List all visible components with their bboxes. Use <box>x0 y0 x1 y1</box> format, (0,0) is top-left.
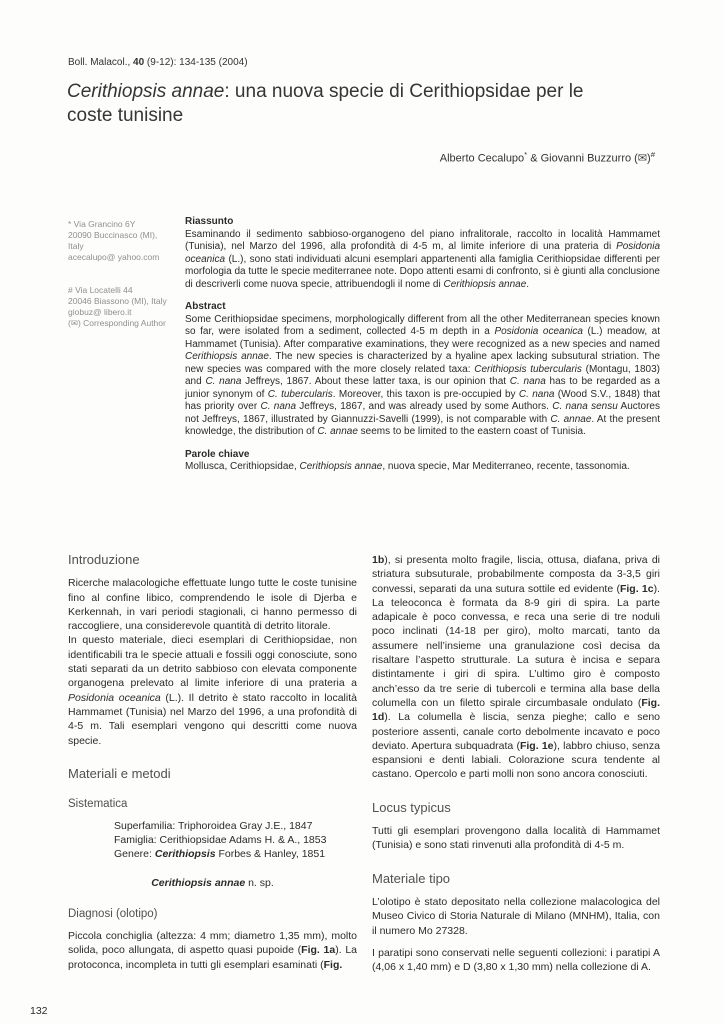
taxonomy-line-superfamily: Superfamilia: Triphoroidea Gray J.E., 1847 <box>114 820 313 833</box>
affiliation-line: 20046 Biassono (MI), Italy <box>68 296 167 306</box>
locus-typicus-heading: Locus typicus <box>372 799 451 815</box>
keywords-block <box>185 449 660 474</box>
taxonomy-line-genus: Genere: Cerithiopsis Forbes & Hanley, 1851 <box>114 848 326 861</box>
sistematica-heading: Sistematica <box>68 798 128 811</box>
journal-citation: Boll. Malacol., 40 (9-12): 134-135 (2004) <box>68 57 248 68</box>
species-designation: Cerithiopsis annae n. sp. <box>151 877 274 890</box>
abstract-zone <box>68 216 660 474</box>
introduction-paragraph-1: Ricerche malacologiche effettuate lungo tutte le coste tunisine fino al confine libico, comprendendo le isole di Djerba e Kerkennah, in vari periodi stagionali, ci hanno permesso di raccogliere, una considerevole quantità di detrito litorale. <box>68 577 357 633</box>
riassunto-heading: Riassunto <box>185 216 234 227</box>
affiliation-line: (✉) Corresponding Author <box>68 318 166 328</box>
article-title: Cerithiopsis annae: una nuova specie di Cerithiopsidae per le coste tunisine <box>67 81 584 126</box>
keywords-text: Mollusca, Cerithiopsidae, Cerithiopsis annae, nuova specie, Mar Mediterraneo, recente, tassonomia. <box>185 461 630 472</box>
diagnosis-heading: Diagnosi (olotipo) <box>68 907 158 920</box>
affiliation-line: giobuz@ libero.it <box>68 307 132 317</box>
affiliation-note-1 <box>68 219 178 263</box>
taxonomy-line-family: Famiglia: Cerithiopsidae Adams H. & A., 1853 <box>114 834 327 847</box>
affiliation-line: # Via Locatelli 44 <box>68 285 133 295</box>
abstracts <box>185 216 660 474</box>
abstract-heading: Abstract <box>185 301 226 312</box>
materiale-tipo-heading: Materiale tipo <box>372 870 451 886</box>
affiliation-line: 20090 Buccinasco (MI), <box>68 230 158 240</box>
introduction-heading: Introduzione <box>68 552 140 567</box>
introduction-paragraph-2: In questo materiale, dieci esemplari di Cerithiopsidae, non identificabili tra le specie attuali e fossili oggi conosciute, sono stati separati da un detrito sabbioso con elevata componente organogena prelevato al limite inferiore di una prateria a Posidonia oceanica (L.). Il detrito è stato raccolto in località Hammamet (Tunisia) nel Marzo del 1996, a una profondità di 4-5 m. Tali esemplari vengono qui descritti come nuova specie. <box>68 634 357 747</box>
methods-heading: Materiali e metodi <box>68 765 171 781</box>
author-affiliations <box>68 219 178 329</box>
authors-line: Alberto Cecalupo* & Giovanni Buzzurro (✉)# <box>439 150 655 165</box>
taxonomy-block <box>114 819 357 861</box>
page-number: 132 <box>30 1005 48 1017</box>
keywords-heading: Parole chiave <box>185 448 250 460</box>
left-column <box>68 553 357 972</box>
materiale-tipo-paragraph-1: L’olotipo è stato depositato nella collezione malacologica del Museo Civico di Storia Naturale di Milano (MNHM), Italia, con il numero Mo 27328. <box>372 895 660 937</box>
description-continuation: 1b), si presenta molto fragile, liscia, ottusa, diafana, priva di striatura subsuturale, probabilmente composta da 3-3,5 giri convessi, separati da una sutura sottile ed evidente (Fig. 1c). La teleoconca è formata da 8-9 giri di spira. La parte adapicale è poco convessa, e reca una serie di tre noduli poco inclinati (14-18 per giro), molto marcati, tanto da assumere nell’insieme una granulazione così decisa da risaltare l’aspetto strutturale. La sutura è incisa e separa distintamente i giri di spira. L’ultimo giro è composto anch’esso da tre serie di tubercoli e termina alla base della columella con un filetto spirale circumbasale ondulato (Fig. 1d). La columella è liscia, senza pieghe; callo e seno posteriore assenti, canale corto debolmente incavato e poco deviato. Apertura subquadrata (Fig. 1e), labbro chiuso, senza espansioni e denti labiali. Colorazione scura tendente al castano. Opercolo e parti molli non sono ancora conosciuti. <box>372 554 660 781</box>
riassunto-block <box>185 216 660 291</box>
affiliation-line: Italy <box>68 241 84 251</box>
affiliation-line: acecalupo@ yahoo.com <box>68 252 160 262</box>
riassunto-text: Esaminando il sedimento sabbioso-organogeno del piano infralitorale, raccolto in località Hammamet (Tunisia), nel Marzo del 1996, alla profondità di 4-5 m, al limite inferiore di una prateria di Posidonia oceanica (L.), sono stati individuati alcuni esemplari appartenenti alla famiglia Cerithiopsidae differenti per morfologia da tutte le specie mediterranee note. Dopo attenti esami di confronto, si è giunti alla conclusione di descriverli come nuova specie, attribuendogli il nome di Cerithiopsis annae. <box>185 228 660 290</box>
materiale-tipo-paragraph-2: I paratipi sono conservati nelle seguenti collezioni: i paratipi A (4,06 x 1,40 mm) e D (3,80 x 1,30 mm) nella collezione di A. <box>372 946 660 974</box>
affiliation-note-2 <box>68 285 178 329</box>
abstract-text: Some Cerithiopsidae specimens, morphologically different from all the other Mediterranean species known so far, were isolated from a sediment, collected 4-5 m depth in a Posidonia oceanica (L.) meadow, at Hammamet (Tunisia). After comparative examinations, they were recognized as a new species and named Cerithiopsis annae. The new species is characterized by a hyaline apex lacking subsutural striation. The new species was compared with the more closely related taxa: Cerithiopsis tubercularis (Montagu, 1803) and C. nana Jeffreys, 1867. About these latter taxa, is our opinion that C. nana has to be regarded as a junior synonym of C. tubercularis. Moreover, this taxon is pre-occupied by C. nana (Wood S.V., 1848) that has priority over C. nana Jeffreys, 1867, and was already used by some Authors. C. nana sensu Auctores not Jeffreys, 1867, illustrated by Giannuzzi-Savelli (1999), is not comparable with C. annae. At the present knowledge, the distribution of C. annae seems to be limited to the eastern coast of Tunisia. <box>185 313 661 437</box>
affiliation-line: * Via Grancino 6Y <box>68 219 136 229</box>
locus-typicus-text: Tutti gli esemplari provengono dalla località di Hammamet (Tunisia) e sono stati rinvenuti alla profondità di 4-5 m. <box>372 825 660 852</box>
body-columns <box>68 553 660 1024</box>
diagnosis-paragraph: Piccola conchiglia (altezza: 4 mm; diametro 1,35 mm), molto solida, poco allungata, di aspetto quasi pupoide (Fig. 1a). La protoconca, incompleta in tutti gli esemplari esaminati (Fig. <box>68 930 357 971</box>
right-column <box>372 553 660 974</box>
abstract-block <box>185 301 660 439</box>
